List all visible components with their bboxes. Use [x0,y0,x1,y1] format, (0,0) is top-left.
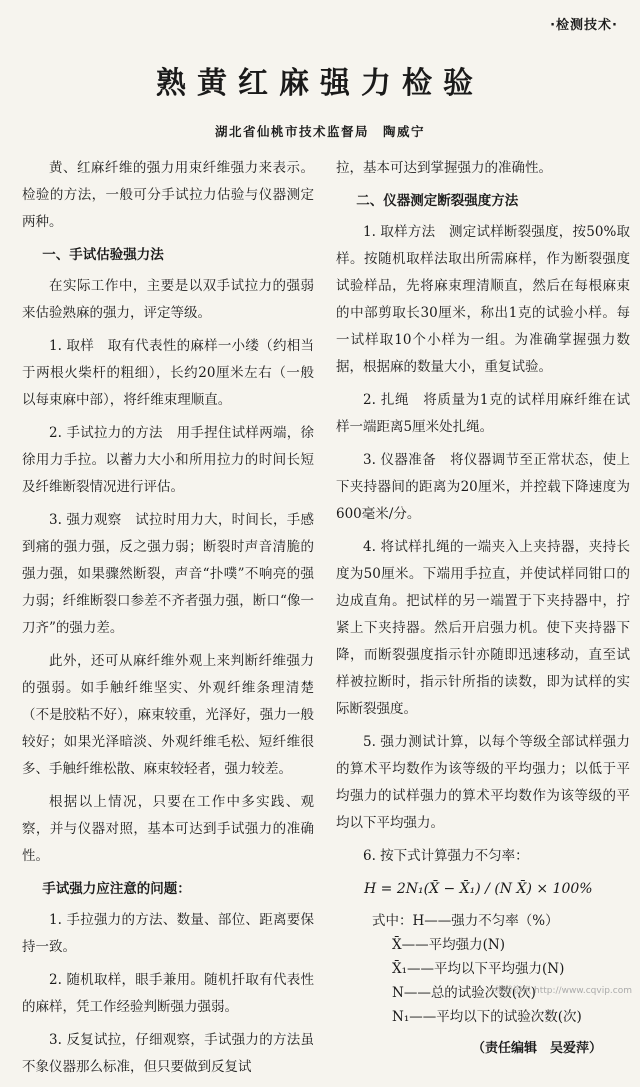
paragraph: 在实际工作中，主要是以双手试拉力的强弱来估验熟麻的强力，评定等级。 [22,278,314,321]
paragraph: 3. 反复试拉，仔细观察，手试强力的方法虽不象仪器那么标准，但只要做到反复试 [22,1032,314,1075]
section-heading: 二、仪器测定断裂强度方法 [356,193,519,209]
formula-definitions [336,909,630,1029]
paragraph: 2. 随机取样，眼手兼用。随机扦取有代表性的麻样，凭工作经验判断强力强弱。 [22,972,314,1015]
left-column [22,155,314,1087]
paragraph: 1. 取样方法 测定试样断裂强度，按50%取样。按随机取样法取出所需麻样，作为断裂强度试验样品，先将麻束理清顺直，然后在每根麻束的中部剪取长30厘米，称出1克的试验小样。每一试样取10个小样为一组。为准确掌握强力数据，根据麻的数量大小，重复试验。 [336,224,630,375]
section-tag: ·检测技术· [550,18,618,33]
paragraph: 黄、红麻纤维的强力用束纤维强力来表示。检验的方法，一般可分手试拉力估验与仪器测定两种。 [22,160,314,230]
formula-definition: N₁——平均以下的试验次数(次) [392,1009,582,1025]
paragraph: 1. 手拉强力的方法、数量、部位、距离要保持一致。 [22,912,314,955]
formula-definition: 式中：H——强力不匀率（%） [372,913,559,929]
formula-definition: N——总的试验次数(次) [392,985,536,1001]
paragraph: 2. 手试拉力的方法 用手捏住试样两端，徐徐用力手拉。以蓄力大小和所用拉力的时间长短及纤维断裂情况进行评估。 [22,425,314,495]
author-byline: 湖北省仙桃市技术监督局 陶威宁 [214,124,425,139]
responsible-editor: （责任编辑 吴爱萍） [471,1041,602,1056]
paragraph: 5. 强力测试计算，以每个等级全部试样强力的算术平均数作为该等级的平均强力；以低于平均强力的试样强力的算术平均数作为该等级的平均以下平均强力。 [336,734,630,831]
formula-definition: X̄₁——平均以下平均强力(N) [392,961,565,977]
formula-definition: X̄——平均强力(N) [392,937,505,953]
unevenness-formula: H = 2N₁(X̄ − X̄₁) / (N X̄) × 100% [364,881,593,897]
paragraph: 此外，还可从麻纤维外观上来判断纤维强力的强弱。如手触纤维坚实、外观纤维条理清楚（不是胶粘不好），麻束较重，光泽好，强力一般较好；如果光泽暗淡、外观纤维毛松、短纤维很多、手触纤维松散、麻束较轻者，强力较差。 [22,653,314,777]
right-column [336,155,630,1062]
paragraph: 4. 将试样扎绳的一端夹入上夹持器，夹持长度为50厘米。下端用手拉直，并使试样同钳口的边成直角。把试样的另一端置于下夹持器中，拧紧上下夹持器。然后开启强力机。使下夹持器下降，而断裂强度指示针亦随即迅速移动，直至试样被拉断时，指示针所指的读数，即为试样的实际断裂强度。 [336,539,630,717]
watermark: 维普资讯 http://www.cqvip.com [495,986,632,996]
paragraph: 1. 取样 取有代表性的麻样一小缕（约相当于两根火柴杆的粗细），长约20厘米左右（一般以每束麻中部），将纤维束理顺直。 [22,338,314,408]
paragraph: 3. 强力观察 试拉时用力大，时间长，手感到痛的强力强，反之强力弱；断裂时声音清脆的强力强，如果骤然断裂，声音“扑噗”不响亮的强力弱；纤维断裂口参差不齐者强力强，断口“像一刀齐”的强力差。 [22,512,314,636]
paragraph: 拉，基本可达到掌握强力的准确性。 [336,160,552,176]
section-heading: 手试强力应注意的问题： [42,881,191,897]
paragraph: 2. 扎绳 将质量为1克的试样用麻纤维在试样一端距离5厘米处扎绳。 [336,392,630,435]
paragraph: 3. 仪器准备 将仪器调节至正常状态，使上下夹持器间的距离为20厘米，并控载下降速度为600毫米/分。 [336,452,630,522]
section-heading: 一、手试估验强力法 [42,247,164,263]
paragraph: 6. 按下式计算强力不匀率： [363,848,529,864]
article-title: 熟黄红麻强力检验 [156,66,484,101]
right-column-body [336,155,630,870]
paragraph: 根据以上情况，只要在工作中多实践、观察，并与仪器对照，基本可达到手试强力的准确性。 [22,794,314,864]
